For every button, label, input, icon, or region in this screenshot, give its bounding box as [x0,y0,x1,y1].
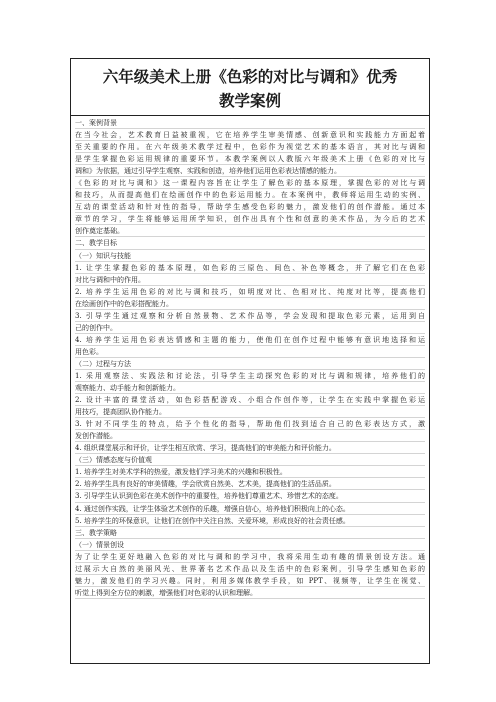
text-line: 章节的学习，学生将能够运用所学知识，创作出具有个性和创意的美术作品，为今后的艺术 [75,213,425,225]
text-line: 2. 设计丰富的课堂活动，如色彩搭配游戏、小组合作创作等，让学生在实践中掌握色彩运 [75,394,425,406]
text-line: 和技巧，从而提高他们在绘画创作中的色彩运用能力。在本案例中，教师将运用生动的实例、 [75,189,425,201]
text-line: 三、教学策略 [75,527,425,539]
text-line: 《色彩的对比与调和》这一课程内容旨在让学生了解色彩的基本原理，掌握色彩的对比与调 [75,177,425,189]
document-title [71,59,429,116]
text-line: 在当今社会，艺术教育日益被重视，它在培养学生审美情感、创新意识和实践能力方面起着 [75,129,425,141]
text-line: 4. 培养学生运用色彩表达情感和主题的能力，使他们在创作过程中能够有意识地选择和运 [75,334,425,346]
text-line: 4. 组织课堂展示和评价，让学生相互欣赏、学习，提高他们的审美能力和评价能力。 [75,442,425,454]
text-line: 2. 培养学生运用色彩的对比与调和技巧，如明度对比、色相对比、纯度对比等，提高他们 [75,286,425,298]
text-line: 互动的课堂活动和针对性的指导，帮助学生感受色彩的魅力，激发他们的创作潜能。通过本 [75,201,425,213]
text-line: （一）情景创设 [75,539,425,551]
text-line: 对比与调和中的作用。 [75,274,425,286]
text-line: （三）情感态度与价值观 [75,454,425,466]
text-line: 3. 引导学生通过观察和分析自然景物、艺术作品等，学会发现和提取色彩元素，运用到自 [75,310,425,322]
title-line-1: 六年级美术上册《色彩的对比与调和》优秀 [102,67,398,86]
text-line: 4. 通过创作实践，让学生体验艺术创作的乐趣，增强自信心，培养他们积极向上的心态。 [75,503,425,515]
text-line: 一、案例背景 [75,117,425,129]
text-line: 为了让学生更好地融入色彩的对比与调和的学习中，我将采用生动有趣的情景创设方法。通 [75,551,425,563]
text-line: 用技巧，提高团队协作能力。 [75,406,425,418]
text-line: 3. 引导学生认识到色彩在美术创作中的重要性，培养他们尊重艺术、珍惜艺术的态度。 [75,490,425,502]
text-line: 1. 让学生掌握色彩的基本原理，如色彩的三原色、间色、补色等概念，并了解它们在色彩 [75,262,425,274]
text-line: 用色彩。 [75,346,425,358]
text-line: 调和》为依据，通过引导学生观察、实践和创造，培养他们运用色彩表达情感的能力。 [75,165,425,177]
title-line-2: 教学案例 [218,91,281,110]
document-page [70,58,430,664]
text-line: 己的创作中。 [75,322,425,334]
text-line: 魅力，激发他们的学习兴趣。同时，利用多媒体教学手段，如 PPT、视频等，让学生在视觉、 [75,575,425,587]
text-line: 5. 培养学生的环保意识，让他们在创作中关注自然、关爱环境，形成良好的社会责任感。 [75,515,425,527]
text-line: 是学生掌握色彩运用规律的重要环节。本教学案例以人教版六年级美术上册《色彩的对比与 [75,153,425,165]
text-line: （二）过程与方法 [75,358,425,370]
text-line: 听觉上得到全方位的刺激，增强他们对色彩的认识和理解。 [75,587,425,599]
text-line: 创作奠定基础。 [75,225,425,237]
text-line: 1. 采用观察法、实践法和讨论法，引导学生主动探究色彩的对比与调和规律，培养他们的 [75,370,425,382]
text-line: 2. 培养学生具有良好的审美情趣，学会欣赏自然美、艺术美，提高他们的生活品质。 [75,478,425,490]
text-line: 3. 针对不同学生的特点，给予个性化的指导，帮助他们找到适合自己的色彩表达方式，激 [75,418,425,430]
text-line: 至关重要的作用。在六年级美术教学过程中，色彩作为视觉艺术的基本语言，其对比与调和 [75,141,425,153]
text-line: 1. 培养学生对美术学科的热爱，激发他们学习美术的兴趣和积极性。 [75,466,425,478]
text-line: 观察能力、动手能力和创新能力。 [75,382,425,394]
text-line: 二、教学目标 [75,237,425,249]
text-line: 发创作潜能。 [75,430,425,442]
text-line: （一）知识与技能 [75,250,425,262]
document-body [71,116,429,599]
text-line: 在绘画创作中的色彩搭配能力。 [75,298,425,310]
text-line: 过展示大自然的美丽风光、世界著名艺术作品以及生活中的色彩案例，引导学生感知色彩的 [75,563,425,575]
